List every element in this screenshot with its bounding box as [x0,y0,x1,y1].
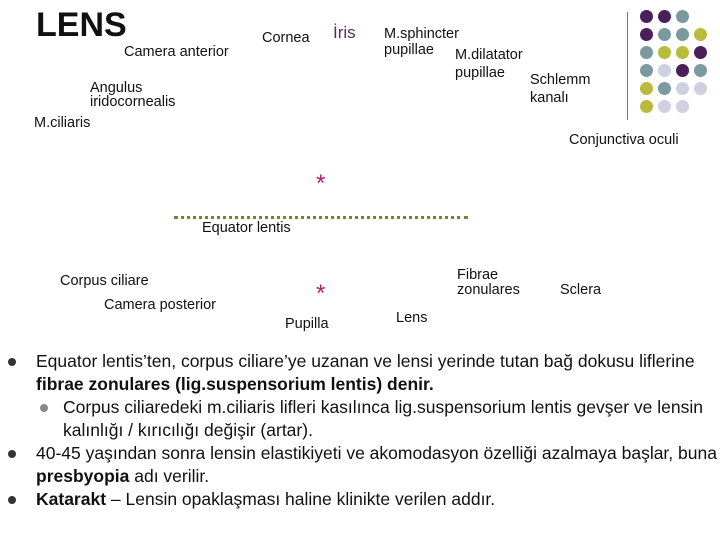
equator-dotted-line [174,216,468,219]
label-cornea: Cornea [262,30,310,46]
decor-dot [658,10,671,23]
bullet-dot [8,450,16,458]
label-schlemm-line1: Schlemm [530,72,591,88]
decor-dot [694,64,707,77]
label-fibrae-line1: Fibrae [457,267,499,283]
label-dilatator-line1: M.dilatator [455,47,523,63]
label-angulus-line2: iridocornealis [90,94,176,110]
decor-dot [694,28,707,41]
decor-dot [640,28,653,41]
bullet-dot [8,496,16,504]
decor-dot [640,100,653,113]
label-corpus-ciliare: Corpus ciliare [60,273,149,289]
decorative-dot-grid [628,10,720,120]
label-camera-anterior: Camera anterior [124,44,229,60]
decor-dot [658,82,671,95]
decor-dot [676,64,689,77]
bullet-item-1 [8,350,720,396]
label-equator-lentis: Equator lentis [202,220,291,236]
sub-bullet-item [8,396,720,442]
label-camera-posterior: Camera posterior [104,297,217,313]
label-schlemm-line2: kanalı [530,90,569,106]
label-sphincter-line2: pupillae [384,42,434,58]
label-iris: İris [333,23,356,42]
decor-dot [640,82,653,95]
label-dilatator-line2: pupillae [455,65,505,81]
star-marker-lower: * [316,280,326,307]
bullet-1-text: Equator lentis’ten, corpus ciliare’ye uzanan ve lensi yerinde tutan bağ dokusu liflerine [36,351,695,371]
sub-bullet-dot [40,404,48,412]
sub-bullet-text: Corpus ciliaredeki m.ciliaris lifleri kasılınca lig.suspensorium lentis gevşer ve lensin kalınlığı / kırıcılığı değişir (artar). [63,397,703,440]
decor-dot [658,100,671,113]
decor-dot [676,10,689,23]
bullet-3-bold: Katarakt [36,489,107,509]
label-lens: Lens [396,310,428,326]
label-pupilla: Pupilla [285,316,329,332]
bullet-2-bold: presbyopia [36,466,130,486]
slide-title: LENS [36,6,127,44]
decor-dot [694,46,707,59]
decor-dot [640,46,653,59]
decor-dot [640,64,653,77]
label-angulus-line1: Angulus [90,80,143,96]
bullet-3-post: – Lensin opaklaşması haline klinikte verilen addır. [106,489,496,509]
bullet-item-3 [8,488,720,511]
bullet-1-bold: fibrae zonulares (lig.suspensorium lentis) denir. [36,374,434,394]
label-sclera: Sclera [560,282,602,298]
decor-dot [676,46,689,59]
decor-dot [640,10,653,23]
bullet-2-text: 40-45 yaşından sonra lensin elastikiyeti ve akomodasyon özelliği azalmaya başlar, buna [36,443,717,463]
decor-dot [676,100,689,113]
decor-dot [676,82,689,95]
decor-dot [658,64,671,77]
label-fibrae-line2: zonulares [457,282,520,298]
bullet-list [8,350,720,511]
decor-dot [676,28,689,41]
label-sphincter-line1: M.sphincter [384,26,459,42]
bullet-2-post: adı verilir. [129,466,210,486]
decor-dot [658,28,671,41]
star-marker-upper: * [316,170,326,197]
decor-dot [658,46,671,59]
decor-dot [694,82,707,95]
bullet-dot [8,358,16,366]
bullet-item-2 [8,442,720,488]
label-ciliaris: M.ciliaris [34,115,91,131]
label-conjunctiva: Conjunctiva oculi [569,132,679,148]
